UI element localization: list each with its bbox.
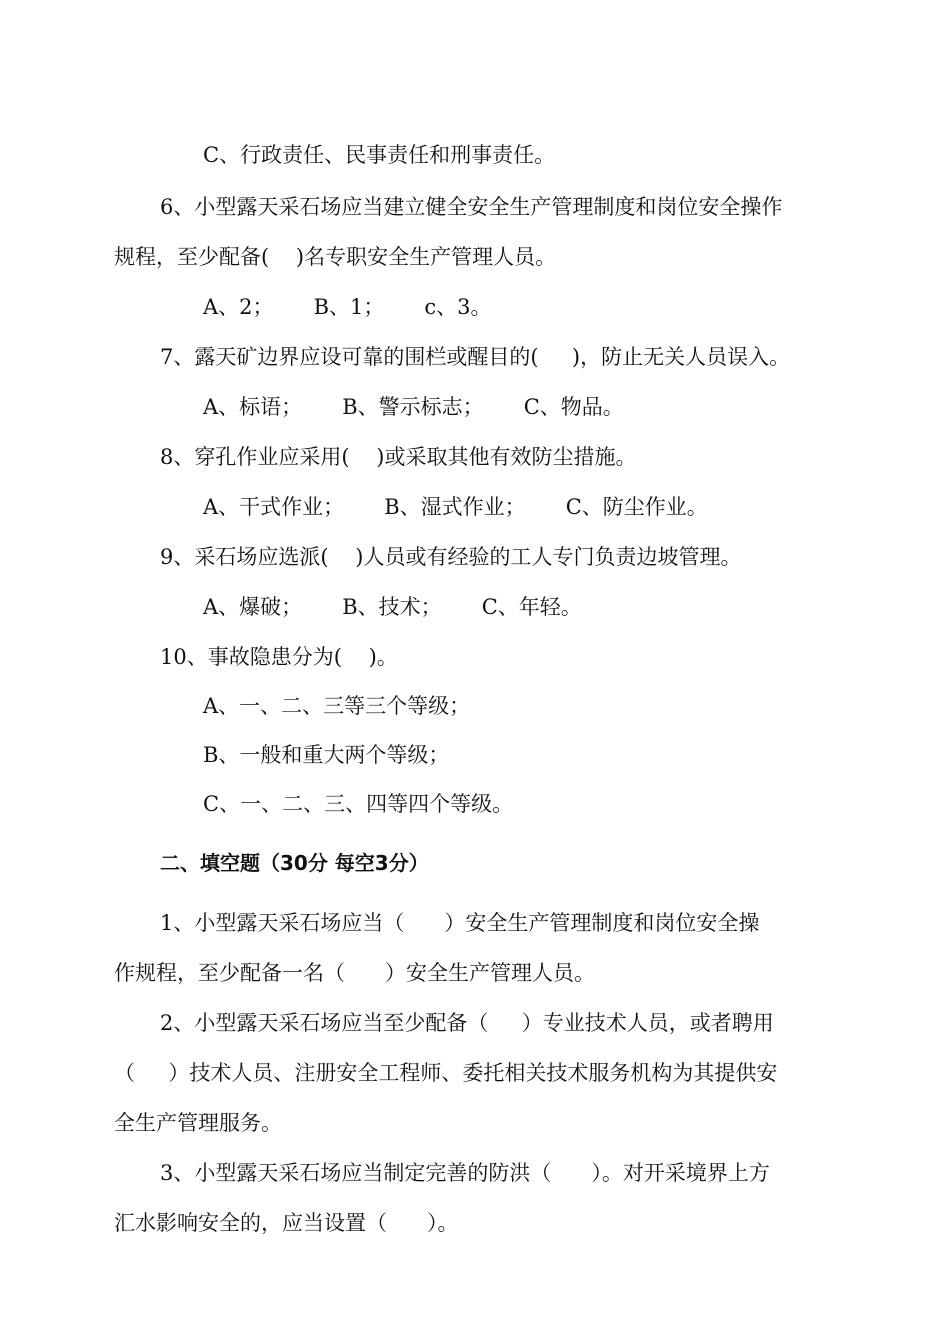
fill-question-3-continued: 汇水影响安全的，应当设置（ ）。	[114, 1211, 459, 1235]
question-9-options: A、爆破； B、技术； C、年轻。	[203, 595, 582, 619]
fill-question-3: 3、小型露天采石场应当制定完善的防洪（ ）。对开采境界上方	[160, 1161, 770, 1185]
question-8: 8、穿孔作业应采用( )或采取其他有效防尘措施。	[160, 445, 637, 469]
fill-question-2-continued: （ ）技术人员、注册安全工程师、委托相关技术服务机构为其提供安	[114, 1061, 778, 1085]
question-7: 7、露天矿边界应设可靠的围栏或醒目的( )，防止无关人员误入。	[160, 345, 791, 369]
question-10-option-b: B、一般和重大两个等级；	[203, 743, 450, 767]
section-heading: 二、填空题（30分 每空3分）	[160, 851, 429, 875]
question-9: 9、采石场应选派( )人员或有经验的工人专门负责边坡管理。	[160, 545, 742, 569]
question-10: 10、事故隐患分为( )。	[160, 645, 398, 669]
fill-question-1: 1、小型露天采石场应当（ ）安全生产管理制度和岗位安全操	[160, 911, 760, 935]
fill-question-2-end: 全生产管理服务。	[114, 1111, 282, 1135]
question-10-option-a: A、一、二、三等三个等级；	[203, 694, 471, 718]
question-6: 6、小型露天采石场应当建立健全安全生产管理制度和岗位安全操作	[160, 195, 783, 219]
fill-question-2: 2、小型露天采石场应当至少配备（ ）专业技术人员，或者聘用	[160, 1011, 774, 1035]
question-7-options: A、标语； B、警示标志； C、物品。	[203, 395, 624, 419]
fill-question-1-continued: 作规程，至少配备一名（ ）安全生产管理人员。	[114, 961, 596, 985]
question-10-option-c: C、一、二、三、四等四个等级。	[203, 792, 514, 816]
question-6-continued: 规程，至少配备( )名专职安全生产管理人员。	[114, 245, 557, 269]
question-6-options: A、2； B、1； c、3。	[203, 295, 492, 319]
option-text: C、行政责任、民事责任和刑事责任。	[203, 143, 556, 167]
question-8-options: A、干式作业； B、湿式作业； C、防尘作业。	[203, 495, 708, 519]
